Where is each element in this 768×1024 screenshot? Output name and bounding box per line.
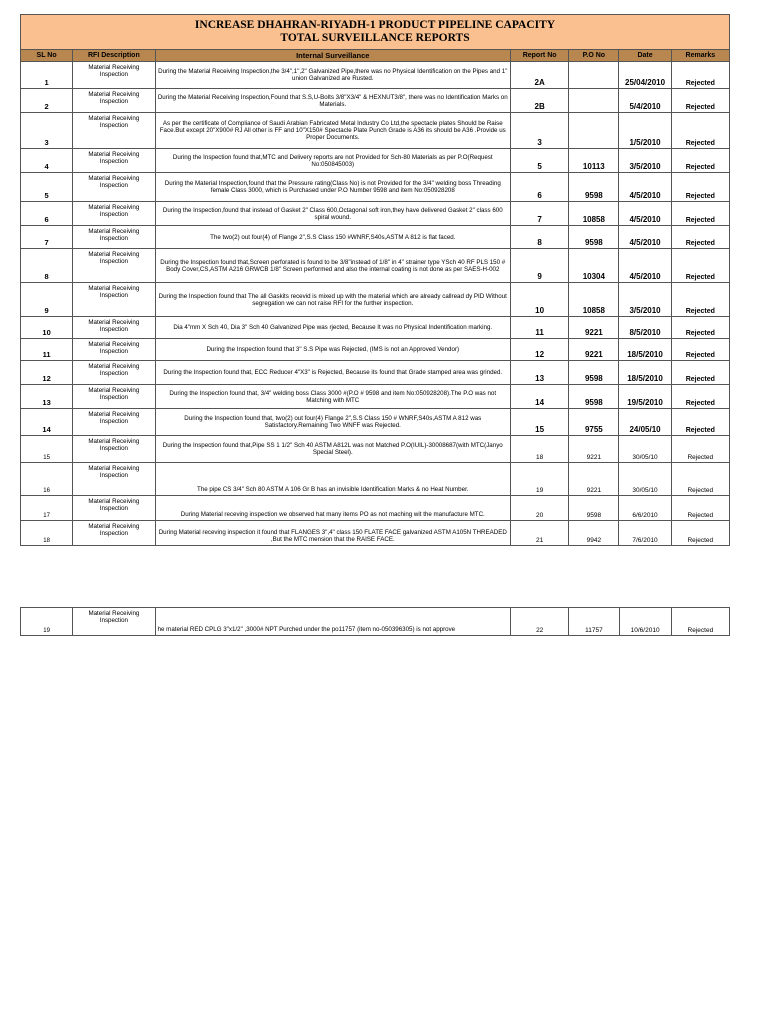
surveillance-text: During Material receving inspection it found that FLANGES 3",4" class 150 FLATE FACE galvanized ASTM A105N THREADED ,But the MTC mension that the RAISE FACE. xyxy=(155,521,510,546)
table-row xyxy=(21,62,730,89)
sl-no: 8 xyxy=(21,249,73,283)
po-no: 10858 xyxy=(569,283,619,317)
rfi-description: Material Receiving Inspection xyxy=(73,173,155,202)
report-no: 10 xyxy=(511,283,569,317)
po-no: 9598 xyxy=(569,385,619,409)
remarks: Rejected xyxy=(671,249,729,283)
surveillance-text: During the Inspection found that, ECC Reducer 4"X3" is Rejected, Because its found that Grade stamped area was grinded. xyxy=(155,361,510,385)
title-line-1: INCREASE DHAHRAN-RIYADH-1 PRODUCT PIPELINE CAPACITY xyxy=(194,19,556,31)
rfi-description: Material Receiving Inspection xyxy=(73,113,155,149)
po-no: 10113 xyxy=(569,149,619,173)
sl-no: 15 xyxy=(21,436,73,463)
date: 4/5/2010 xyxy=(619,249,671,283)
date: 8/5/2010 xyxy=(619,317,671,339)
remarks: Rejected xyxy=(671,361,729,385)
remarks: Rejected xyxy=(671,149,729,173)
table-row xyxy=(21,317,730,339)
report-no: 22 xyxy=(511,608,569,636)
rfi-description: Material Receiving Inspection xyxy=(73,521,155,546)
sl-no: 5 xyxy=(21,173,73,202)
surveillance-text: During the Inspection found that, two(2) out four(4) Flange 2",S.S Class 150 # WNRF,S40s,ASTM A 812 was Satisfactory.Remaining Two WNFF was Rejected. xyxy=(155,409,510,436)
remarks: Rejected xyxy=(671,521,729,546)
sl-no: 6 xyxy=(21,202,73,226)
table-row xyxy=(21,385,730,409)
title-row xyxy=(21,15,730,50)
remarks: Rejected xyxy=(671,436,729,463)
date: 3/5/2010 xyxy=(619,149,671,173)
report-no: 15 xyxy=(511,409,569,436)
surveillance-text: The two(2) out four(4) of Flange 2",S.S Class 150 #WNRF,S40s,ASTM A 812 is flat faced. xyxy=(155,226,510,249)
surveillance-text: During the Material Inspection,found that the Pressure rating(Class No) is not Provided for the 3/4" welding boss Threading female Class 3000, which is Purchased under P.O Number 9598 and item No:050928208 xyxy=(155,173,510,202)
remarks: Rejected xyxy=(671,463,729,496)
surveillance-text: During the Inspection found that,Screen perforated is found to be 3/8"instead of 1/8" in 4" strainer type YSch 40 RF PLS 150 # Body Cover,CS,ASTM A216 GRWCB 1/8" Screen performed and also the internal coating is not done as per SAES-H-002 xyxy=(155,249,510,283)
po-no xyxy=(569,62,619,89)
table-row xyxy=(21,409,730,436)
table-row xyxy=(21,496,730,521)
table-row xyxy=(21,608,730,636)
date: 4/5/2010 xyxy=(619,202,671,226)
report-title xyxy=(21,15,730,50)
sl-no: 2 xyxy=(21,89,73,113)
po-no: 9221 xyxy=(569,317,619,339)
table-row xyxy=(21,226,730,249)
col-header-sl: SL No xyxy=(21,50,73,62)
po-no: 9598 xyxy=(569,361,619,385)
report-no: 11 xyxy=(511,317,569,339)
date: 18/5/2010 xyxy=(619,361,671,385)
report-no: 7 xyxy=(511,202,569,226)
report-no: 6 xyxy=(511,173,569,202)
sl-no: 12 xyxy=(21,361,73,385)
table-row xyxy=(21,113,730,149)
sl-no: 19 xyxy=(21,608,73,636)
po-no: 9221 xyxy=(569,463,619,496)
date: 1/5/2010 xyxy=(619,113,671,149)
remarks: Rejected xyxy=(671,89,729,113)
report-no: 8 xyxy=(511,226,569,249)
col-header-report: Report No xyxy=(511,50,569,62)
po-no: 11757 xyxy=(569,608,619,636)
surveillance-text: During the Inspection found that,Pipe SS 1 1/2" Sch 40 ASTM A812L was not Matched P.O(IUIL)-30008687(with MTC(Janyo Special Steel). xyxy=(155,436,510,463)
table-row xyxy=(21,149,730,173)
rfi-description: Material Receiving Inspection xyxy=(73,436,155,463)
report-no: 18 xyxy=(511,436,569,463)
sl-no: 10 xyxy=(21,317,73,339)
col-header-surveillance: Internal Surveillance xyxy=(155,50,510,62)
date: 19/5/2010 xyxy=(619,385,671,409)
report-no: 20 xyxy=(511,496,569,521)
rfi-description: Material Receiving Inspection xyxy=(73,496,155,521)
table-row xyxy=(21,339,730,361)
remarks: Rejected xyxy=(671,226,729,249)
rfi-description: Material Receiving Inspection xyxy=(73,226,155,249)
remarks: Rejected xyxy=(671,385,729,409)
sl-no: 1 xyxy=(21,62,73,89)
table-row xyxy=(21,361,730,385)
date: 3/5/2010 xyxy=(619,283,671,317)
table-row xyxy=(21,283,730,317)
surveillance-text: Dia 4"mm X Sch 40, Dia 3" Sch 40 Galvanized Pipe was rjected, Because It was no Physical Indentification marking. xyxy=(155,317,510,339)
table-row xyxy=(21,463,730,496)
surveillance-text: During the Inspection found that,MTC and Delivery reports are not Provided for Sch-80 Materials as per P.O(Request No:050845003) xyxy=(155,149,510,173)
rfi-description: Material Receiving Inspection xyxy=(73,149,155,173)
po-no: 10304 xyxy=(569,249,619,283)
po-no: 9598 xyxy=(569,496,619,521)
rfi-description: Material Receiving Inspection xyxy=(73,283,155,317)
date: 25/04/2010 xyxy=(619,62,671,89)
report-no: 2A xyxy=(511,62,569,89)
remarks: Rejected xyxy=(671,62,729,89)
surveillance-text: During the Inspection found that The all Gaskits recevid is mixed up with the material which are already callread dy PID Without segregation we can not raise RFI for the further inspection. xyxy=(155,283,510,317)
date: 30/05/10 xyxy=(619,463,671,496)
report-no: 19 xyxy=(511,463,569,496)
date: 10/6/2010 xyxy=(619,608,671,636)
report-no: 5 xyxy=(511,149,569,173)
sl-no: 9 xyxy=(21,283,73,317)
rfi-description: Material Receiving Inspection xyxy=(73,463,155,496)
remarks: Rejected xyxy=(671,202,729,226)
rfi-description: Material Receiving Inspection xyxy=(73,409,155,436)
rfi-description: Material Receiving Inspection xyxy=(73,202,155,226)
rfi-description: Material Receiving Inspection xyxy=(73,62,155,89)
col-header-date: Date xyxy=(619,50,671,62)
sl-no: 18 xyxy=(21,521,73,546)
remarks: Rejected xyxy=(671,409,729,436)
remarks: Rejected xyxy=(671,608,729,636)
date: 18/5/2010 xyxy=(619,339,671,361)
rfi-description: Material Receiving Inspection xyxy=(73,385,155,409)
surveillance-text: During Material receving inspection we observed hat many items PO as not maching wit the manufacture MTC. xyxy=(155,496,510,521)
sl-no: 16 xyxy=(21,463,73,496)
sl-no: 13 xyxy=(21,385,73,409)
surveillance-text: During the Inspection found that, 3/4" welding boss Class 3000 #(P.O # 9598 and item No:050928208).The P.O was not Matching with MTC xyxy=(155,385,510,409)
remarks: Rejected xyxy=(671,317,729,339)
sl-no: 14 xyxy=(21,409,73,436)
po-no: 9598 xyxy=(569,173,619,202)
rfi-description: Material Receiving Inspection xyxy=(73,361,155,385)
date: 24/05/10 xyxy=(619,409,671,436)
po-no xyxy=(569,113,619,149)
rfi-description: Material Receiving Inspection xyxy=(73,317,155,339)
po-no: 9598 xyxy=(569,226,619,249)
surveillance-text: During the Inspection,found that instead of Gasket 2" Class 600,Octagonal soft iron,they have delivered Gasket 2" class 600 spiral wound. xyxy=(155,202,510,226)
surveillance-text: he material RED CPLG 3"x1/2" ,3000# NPT Purched under the po11757 (item no-050396305) is not approve xyxy=(155,608,511,636)
surveillance-text: During the Material Receiving Inspection,the 3/4",1",2" Galvanized Pipe,there was no Physical Identification on the Pipes and 1" union Galvanized are Rusted. xyxy=(155,62,510,89)
po-no: 10858 xyxy=(569,202,619,226)
rfi-description: Material Receiving Inspection xyxy=(73,89,155,113)
date: 5/4/2010 xyxy=(619,89,671,113)
rfi-description: Material Receiving Inspection xyxy=(73,608,155,636)
rfi-description: Material Receiving Inspection xyxy=(73,339,155,361)
remarks: Rejected xyxy=(671,113,729,149)
surveillance-table-extra xyxy=(20,607,730,636)
table-row xyxy=(21,521,730,546)
table-row xyxy=(21,436,730,463)
po-no xyxy=(569,89,619,113)
po-no: 9755 xyxy=(569,409,619,436)
report-no: 13 xyxy=(511,361,569,385)
surveillance-text: The pipe CS 3/4" Sch 80 ASTM A 106 Gr B has an invisible Identification Marks & no Heat Number. xyxy=(155,463,510,496)
date: 7/6/2010 xyxy=(619,521,671,546)
sl-no: 4 xyxy=(21,149,73,173)
date: 4/5/2010 xyxy=(619,173,671,202)
col-header-rfi: RFI Description xyxy=(73,50,155,62)
report-no: 21 xyxy=(511,521,569,546)
sl-no: 3 xyxy=(21,113,73,149)
po-no: 9221 xyxy=(569,436,619,463)
table-row xyxy=(21,89,730,113)
surveillance-table xyxy=(20,14,730,546)
sl-no: 17 xyxy=(21,496,73,521)
sl-no: 11 xyxy=(21,339,73,361)
po-no: 9942 xyxy=(569,521,619,546)
remarks: Rejected xyxy=(671,283,729,317)
remarks: Rejected xyxy=(671,173,729,202)
col-header-po: P.O No xyxy=(569,50,619,62)
date: 30/05/10 xyxy=(619,436,671,463)
report-no: 2B xyxy=(511,89,569,113)
report-no: 9 xyxy=(511,249,569,283)
po-no: 9221 xyxy=(569,339,619,361)
title-line-2: TOTAL SURVEILLANCE REPORTS xyxy=(280,32,470,44)
report-no: 3 xyxy=(511,113,569,149)
surveillance-text: During the Inspection found that 3" S.S Pipe was Rejected, (IMS is not an Approved Vendor) xyxy=(155,339,510,361)
remarks: Rejected xyxy=(671,496,729,521)
table-row xyxy=(21,249,730,283)
table-row xyxy=(21,202,730,226)
header-row xyxy=(21,50,730,62)
col-header-remarks: Remarks xyxy=(671,50,729,62)
date: 4/5/2010 xyxy=(619,226,671,249)
report-no: 14 xyxy=(511,385,569,409)
rfi-description: Material Receiving Inspection xyxy=(73,249,155,283)
surveillance-text: As per the certificate of Compliance of Saudi Arabian Fabricated Metal Industry Co Ltd,the spectacle plates Should be Raise Face.But except 20"X900# RJ All other is FF and 10"X150# Spectacle Plate Punch Grade is A36 its should be A36 .Provide us Proper Documents. xyxy=(155,113,510,149)
table-row xyxy=(21,173,730,202)
date: 6/6/2010 xyxy=(619,496,671,521)
remarks: Rejected xyxy=(671,339,729,361)
sl-no: 7 xyxy=(21,226,73,249)
surveillance-text: During the Material Receiving Inspection,Found that S.S,U-Bolts 3/8"X3/4" & HEXNUT3/8", there was no Identification Marks on Materials. xyxy=(155,89,510,113)
report-no: 12 xyxy=(511,339,569,361)
